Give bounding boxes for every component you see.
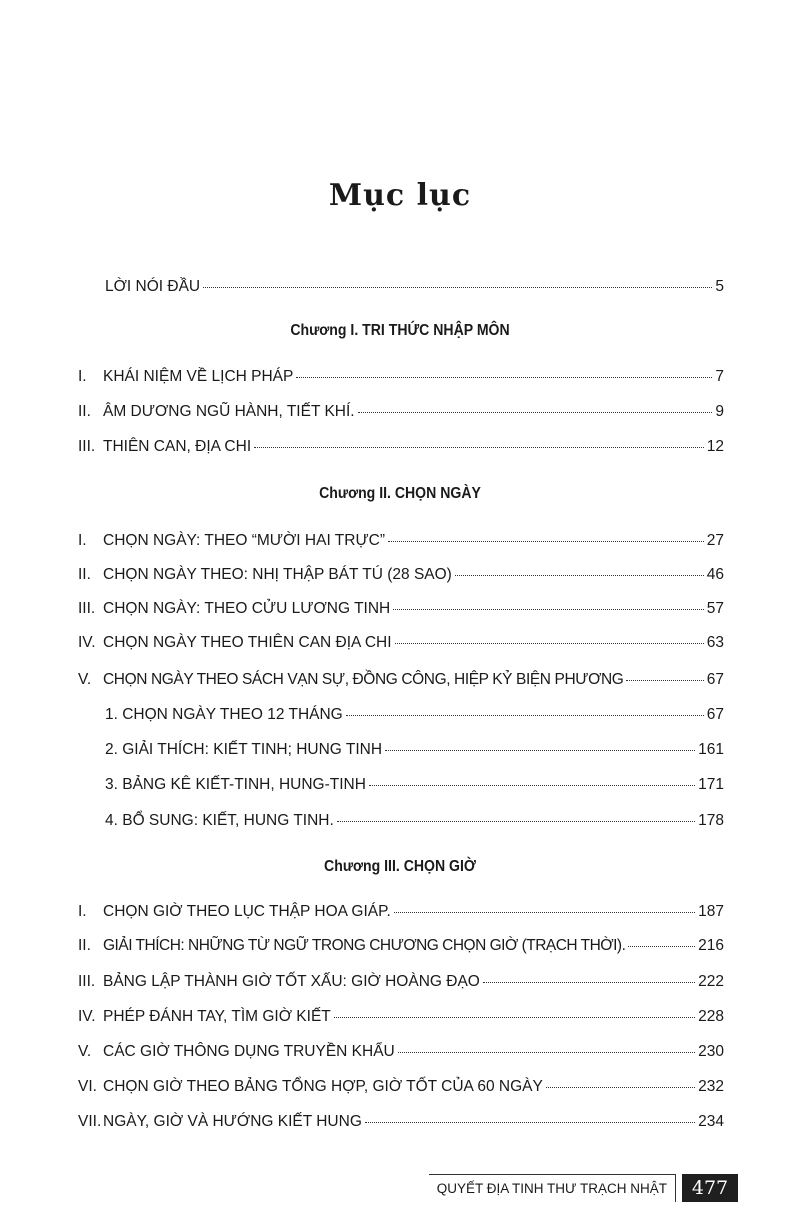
dot-leader (455, 575, 704, 576)
toc-subentry[interactable] (105, 776, 724, 800)
toc-entry-number: V. (78, 1043, 92, 1060)
chapter-heading: Chương I. TRI THỨC NHẬP MÔN (290, 322, 510, 339)
toc-entry-number: I. (78, 368, 87, 385)
toc-entry-page: 230 (698, 1043, 724, 1060)
dot-leader (394, 912, 695, 913)
toc-entry-label: BẢNG LẬP THÀNH GIỜ TỐT XẤU: GIỜ HOÀNG ĐẠO (103, 973, 480, 990)
toc-entry[interactable] (78, 973, 724, 997)
toc-entry[interactable] (78, 1008, 724, 1032)
dot-leader (385, 750, 695, 751)
toc-entry[interactable] (78, 1113, 724, 1137)
toc-entry-label: CHỌN GIỜ THEO LỤC THẬP HOA GIÁP. (103, 903, 391, 920)
toc-entry-label: KHÁI NIỆM VỀ LỊCH PHÁP (103, 368, 294, 385)
toc-entry[interactable] (78, 634, 724, 658)
page-title: Mục lục (328, 178, 472, 213)
toc-entry-label: CHỌN GIỜ THEO BẢNG TỔNG HỢP, GIỜ TỐT CỦA 60 NGÀY (103, 1078, 543, 1095)
toc-entry-page: 228 (698, 1008, 724, 1025)
toc-entry-number: IV. (78, 1008, 96, 1025)
toc-entry[interactable] (78, 903, 724, 927)
toc-entry-number: IV. (78, 634, 96, 651)
toc-entry-label: CHỌN NGÀY THEO SÁCH VẠN SỰ, ĐỒNG CÔNG, HIỆP KỶ BIỆN PHƯƠNG (103, 671, 624, 688)
toc-entry[interactable] (78, 600, 724, 624)
toc-entry-label: PHÉP ĐÁNH TAY, TÌM GIỜ KIẾT (103, 1008, 331, 1025)
dot-leader (346, 715, 704, 716)
dot-leader (393, 609, 704, 610)
toc-entry-label: CHỌN NGÀY: THEO CỬU LƯƠNG TINH (103, 600, 391, 617)
dot-leader (546, 1087, 695, 1088)
toc-entry-page: 63 (706, 634, 724, 651)
toc-entry-label: NGÀY, GIỜ VÀ HƯỚNG KIẾT HUNG (103, 1113, 362, 1130)
toc-entry[interactable] (78, 1078, 724, 1102)
toc-entry-page: 57 (706, 600, 724, 617)
toc-entry-number: II. (78, 403, 91, 420)
toc-entry-page: 5 (715, 278, 724, 295)
toc-entry[interactable] (78, 532, 724, 556)
page-footer (429, 1174, 738, 1202)
toc-entry-page: 67 (706, 706, 724, 723)
dot-leader (483, 982, 695, 983)
toc-entry-page: 9 (715, 403, 724, 420)
dot-leader (398, 1052, 695, 1053)
chapter-heading: Chương II. CHỌN NGÀY (319, 485, 481, 502)
footer-page-number: 477 (682, 1174, 738, 1202)
toc-entry-number: I. (78, 903, 87, 920)
toc-entry-label: CHỌN NGÀY THEO: NHỊ THẬP BÁT TÚ (28 SAO) (103, 566, 452, 583)
dot-leader (334, 1017, 695, 1018)
dot-leader (203, 287, 712, 288)
toc-entry-label: CÁC GIỜ THÔNG DỤNG TRUYỀN KHẨU (103, 1043, 395, 1060)
toc-entry-label: 1. CHỌN NGÀY THEO 12 THÁNG (105, 706, 343, 723)
toc-entry-page: 7 (715, 368, 724, 385)
toc-entry-label: THIÊN CAN, ĐỊA CHI (103, 438, 252, 455)
toc-entry[interactable] (78, 671, 724, 695)
toc-entry-page: 187 (698, 903, 724, 920)
toc-entry-number: VI. (78, 1078, 97, 1095)
toc-entry-page: 27 (706, 532, 724, 549)
chapter-heading: Chương III. CHỌN GIỜ (324, 858, 476, 875)
dot-leader (358, 412, 713, 413)
toc-entry-number: III. (78, 438, 96, 455)
toc-entry-page: 178 (698, 812, 724, 829)
toc-entry-number: II. (78, 566, 91, 583)
dot-leader (337, 821, 695, 822)
toc-entry-preface[interactable] (105, 278, 724, 302)
toc-entry-label: ÂM DƯƠNG NGŨ HÀNH, TIẾT KHÍ. (103, 403, 355, 420)
toc-entry-page: 12 (706, 438, 724, 455)
toc-entry-number: I. (78, 532, 87, 549)
toc-entry-page: 67 (706, 671, 724, 688)
footer-book-title: QUYẾT ĐỊA TINH THƯ TRẠCH NHẬT (429, 1174, 676, 1202)
dot-leader (626, 680, 703, 681)
toc-entry[interactable] (78, 438, 724, 462)
toc-entry-label: 3. BẢNG KÊ KIẾT-TINH, HUNG-TINH (105, 776, 366, 793)
dot-leader (628, 946, 695, 947)
dot-leader (254, 447, 704, 448)
toc-entry[interactable] (78, 368, 724, 392)
dot-leader (365, 1122, 695, 1123)
dot-leader (369, 785, 695, 786)
toc-entry-label: 4. BỔ SUNG: KIẾT, HUNG TINH. (105, 812, 334, 829)
toc-entry-number: V. (78, 671, 92, 688)
toc-entry-number: II. (78, 937, 91, 954)
dot-leader (388, 541, 704, 542)
toc-entry-page: 46 (706, 566, 724, 583)
toc-entry-page: 161 (698, 741, 724, 758)
toc-entry-number: III. (78, 600, 96, 617)
dot-leader (296, 377, 712, 378)
toc-entry-label: 2. GIẢI THÍCH: KIẾT TINH; HUNG TINH (105, 741, 383, 758)
toc-entry[interactable] (78, 1043, 724, 1067)
toc-entry[interactable] (78, 566, 724, 590)
toc-entry-page: 234 (698, 1113, 724, 1130)
toc-entry-label: GIẢI THÍCH: NHỮNG TỪ NGỮ TRONG CHƯƠNG CHỌN GIỜ (TRẠCH THỜI). (103, 937, 626, 954)
toc-entry-page: 222 (698, 973, 724, 990)
toc-subentry[interactable] (105, 741, 724, 765)
toc-entry-page: 171 (698, 776, 724, 793)
toc-entry-label: LỜI NÓI ĐẦU (105, 278, 201, 295)
toc-entry-label: CHỌN NGÀY: THEO “MƯỜI HAI TRỰC” (103, 532, 386, 549)
toc-subentry[interactable] (105, 706, 724, 730)
toc-entry-page: 216 (698, 937, 724, 954)
toc-entry[interactable] (78, 403, 724, 427)
toc-entry-number: III. (78, 973, 96, 990)
toc-entry[interactable] (78, 937, 724, 961)
toc-subentry[interactable] (105, 812, 724, 836)
toc-entry-label: CHỌN NGÀY THEO THIÊN CAN ĐỊA CHI (103, 634, 392, 651)
dot-leader (395, 643, 704, 644)
toc-entry-number: VII. (78, 1113, 102, 1130)
toc-entry-page: 232 (698, 1078, 724, 1095)
